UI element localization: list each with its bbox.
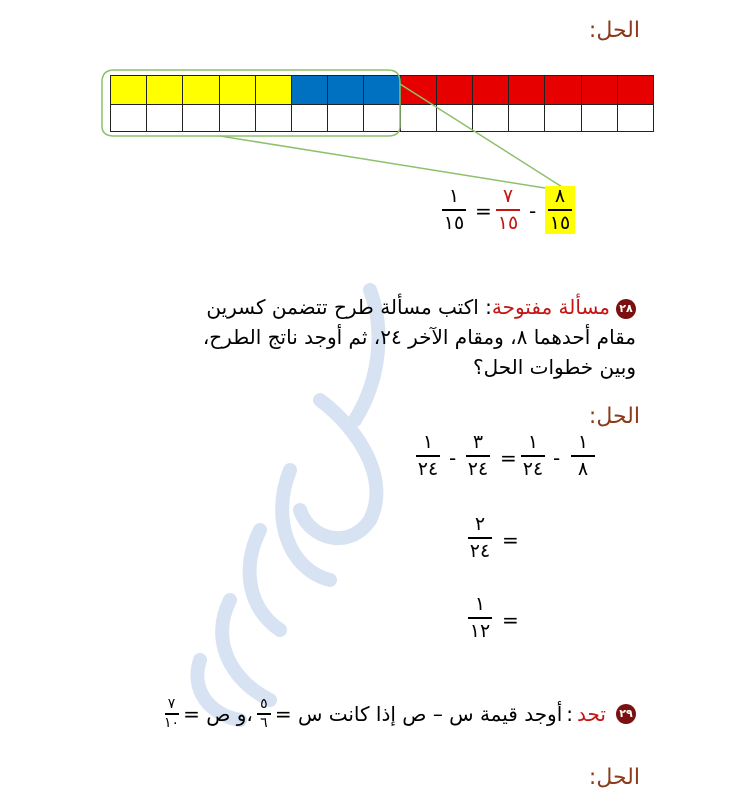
equals-sign: = xyxy=(475,199,492,223)
numerator: ٣ xyxy=(472,431,484,453)
problem-28-line1 xyxy=(116,292,636,322)
numerator: ٧ xyxy=(502,185,514,207)
fraction-one-eighth xyxy=(571,432,595,480)
fraction-bar xyxy=(468,617,492,619)
fraction-one-24th-a xyxy=(521,432,545,480)
grid-cell-empty xyxy=(617,104,654,133)
numerator: ١ xyxy=(577,431,589,453)
denominator: ١٠ xyxy=(164,714,180,731)
denominator: ١٢ xyxy=(469,619,491,642)
numerator: ٧ xyxy=(167,696,176,712)
fraction-two-24ths xyxy=(468,514,492,562)
fraction-bar xyxy=(466,455,490,457)
fraction-bar xyxy=(442,209,466,211)
equals-sign: = xyxy=(502,608,519,632)
problem-29 xyxy=(164,697,636,731)
minus-sign: - xyxy=(449,446,457,470)
colon: : xyxy=(485,295,492,319)
problem-number-badge: ٢٨ xyxy=(616,299,636,319)
fraction-one-twelfth xyxy=(468,594,492,642)
denominator: ٦ xyxy=(260,714,268,731)
fraction-eight-fifteenths xyxy=(545,186,575,234)
problem-28 xyxy=(116,292,636,382)
section3-heading: الحل: xyxy=(588,765,640,790)
grid-cell-red xyxy=(617,75,654,105)
section1-heading: الحل: xyxy=(588,18,640,43)
numerator: ٢ xyxy=(474,513,486,535)
fraction-bar xyxy=(496,209,520,211)
denominator: ٢٤ xyxy=(469,539,491,562)
minus-sign: - xyxy=(529,199,537,223)
numerator: ١ xyxy=(422,431,434,453)
grid-cell-red xyxy=(581,75,618,105)
fraction-three-24ths xyxy=(466,432,490,480)
problem-label: تحد xyxy=(577,702,606,727)
denominator: ٢٤ xyxy=(522,457,544,480)
equals-sign: = xyxy=(502,528,519,552)
denominator: ٢٤ xyxy=(467,457,489,480)
section2-heading: الحل: xyxy=(588,404,640,429)
denominator: ١٥ xyxy=(443,211,465,234)
denominator: ٢٤ xyxy=(417,457,439,480)
grid-cell-empty xyxy=(581,104,618,133)
fraction-bar xyxy=(548,209,572,211)
denominator: ١٥ xyxy=(497,211,519,234)
fraction-five-sixths xyxy=(257,697,271,731)
denominator: ٨ xyxy=(577,457,589,480)
problem-label: مسألة مفتوحة xyxy=(491,295,610,319)
fraction-one-24th-b xyxy=(416,432,440,480)
fraction-bar xyxy=(416,455,440,457)
numerator: ١ xyxy=(527,431,539,453)
equals-sign: = xyxy=(500,446,517,470)
numerator: ٥ xyxy=(260,696,268,712)
fraction-seven-tenths xyxy=(164,697,179,731)
minus-sign: - xyxy=(553,446,561,470)
problem-28-line3: وبين خطوات الحل؟ xyxy=(472,355,636,379)
problem-number-badge: ٢٩ xyxy=(616,704,636,724)
grouping-outline xyxy=(100,62,580,194)
fraction-one-fifteenth xyxy=(442,186,466,234)
problem-28-line2: مقام أحدهما ٨، ومقام الآخر ٢٤، ثم أوجد ناتج الطرح، xyxy=(202,325,636,349)
denominator: ١٥ xyxy=(549,211,571,234)
fraction-bar xyxy=(468,537,492,539)
problem-text: أوجد قيمة س – ص إذا كانت س = xyxy=(274,702,563,727)
numerator: ١ xyxy=(448,185,460,207)
problem-text-mid: ،و ص = xyxy=(183,702,253,727)
numerator: ٨ xyxy=(554,185,566,207)
fraction-bar xyxy=(571,455,595,457)
colon: : xyxy=(566,702,574,727)
problem-text: اكتب مسألة طرح تتضمن كسرين xyxy=(206,295,479,319)
fraction-seven-fifteenths xyxy=(496,186,520,234)
fraction-bar xyxy=(521,455,545,457)
numerator: ١ xyxy=(474,593,486,615)
